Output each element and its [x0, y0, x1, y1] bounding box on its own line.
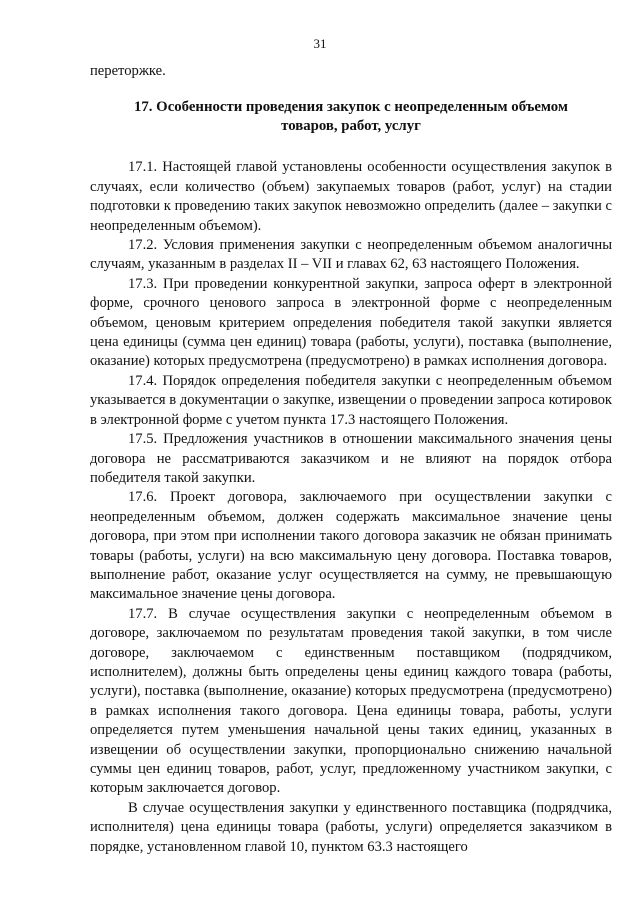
paragraph-17-6: 17.6. Проект договора, заключаемого при осуществлении закупки с неопределенным объемом, должен содержать максимальное значение цены договора, при этом при исполнении такого договора заказчик не обязан принимать товары (работы, услуги) на всю максимальную цену договора. Поставка товаров, выполнение работ, оказание услуг осуществляется на сумму, не превышающую максимальное значение цены договора.	[90, 489, 612, 603]
paragraph-17-1: 17.1. Настоящей главой установлены особенности осуществления закупок в случаях, если количество (объем) закупаемых товаров (работ, услуг) на стадии подготовки к проведению таких закупок невозможно определить (далее – закупки с неопределенным объемом).	[90, 159, 612, 234]
section-heading-line-2: товаров, работ, услуг	[281, 118, 421, 135]
document-body	[90, 62, 612, 857]
continuation-text: переторжке.	[90, 63, 166, 79]
section-heading	[90, 98, 612, 136]
paragraph-sole-supplier: В случае осуществления закупки у единственного поставщика (подрядчика, исполнителя) цена единицы товара (работы, услуги) определяется заказчиком в порядке, установленном главой 10, пунктом 63.3 настоящего	[90, 799, 612, 855]
page-number: 31	[313, 36, 327, 51]
section-heading-line-1: 17. Особенности проведения закупок с неопределенным объемом	[133, 99, 568, 116]
paragraph-17-4: 17.4. Порядок определения победителя закупки с неопределенным объемом указывается в документации о закупке, извещении о проведении запроса котировок в электронной форме с учетом пункта 17.3 настоящего Положения.	[90, 372, 612, 428]
paragraph-17-3: 17.3. При проведении конкурентной закупки, запроса оферт в электронной форме, срочного ценового запроса в электронной форме с неопределенным объемом, ценовым критерием определения победителя такой закупки является цена единицы (сумма цен единиц) товара (работы, услуги), поставка (выполнение, оказание) которых предусмотрена (предусмотрено) в рамках исполнения договора.	[90, 275, 612, 370]
paragraph-17-2: 17.2. Условия применения закупки с неопределенным объемом аналогичны случаям, указанным в разделах II – VII и главах 62, 63 настоящего Положения.	[90, 237, 612, 273]
paragraph-17-5: 17.5. Предложения участников в отношении максимального значения цены договора не рассматриваются заказчиком и не влияют на порядок отбора победителя такой закупки.	[90, 431, 612, 486]
paragraph-17-7: 17.7. В случае осуществления закупки с неопределенным объемом в договоре, заключаемом по результатам проведения такой закупки, в том числе договоре, заключаемом с единственным поставщиком (подрядчиком, исполнителем), должны быть определены цены единиц каждого товара (работы, услуги), поставка (выполнение, оказание) которых предусмотрена (предусмотрено) в рамках исполнения такого договора. Цена единицы товара, работы, услуги определяется путем уменьшения начальной цены таких единиц, указанных в извещении об осуществлении закупки, пропорционально снижению начальной суммы цен единиц товаров, работ, услуг, предложенному участником закупки, с которым заключается договор.	[90, 605, 612, 797]
